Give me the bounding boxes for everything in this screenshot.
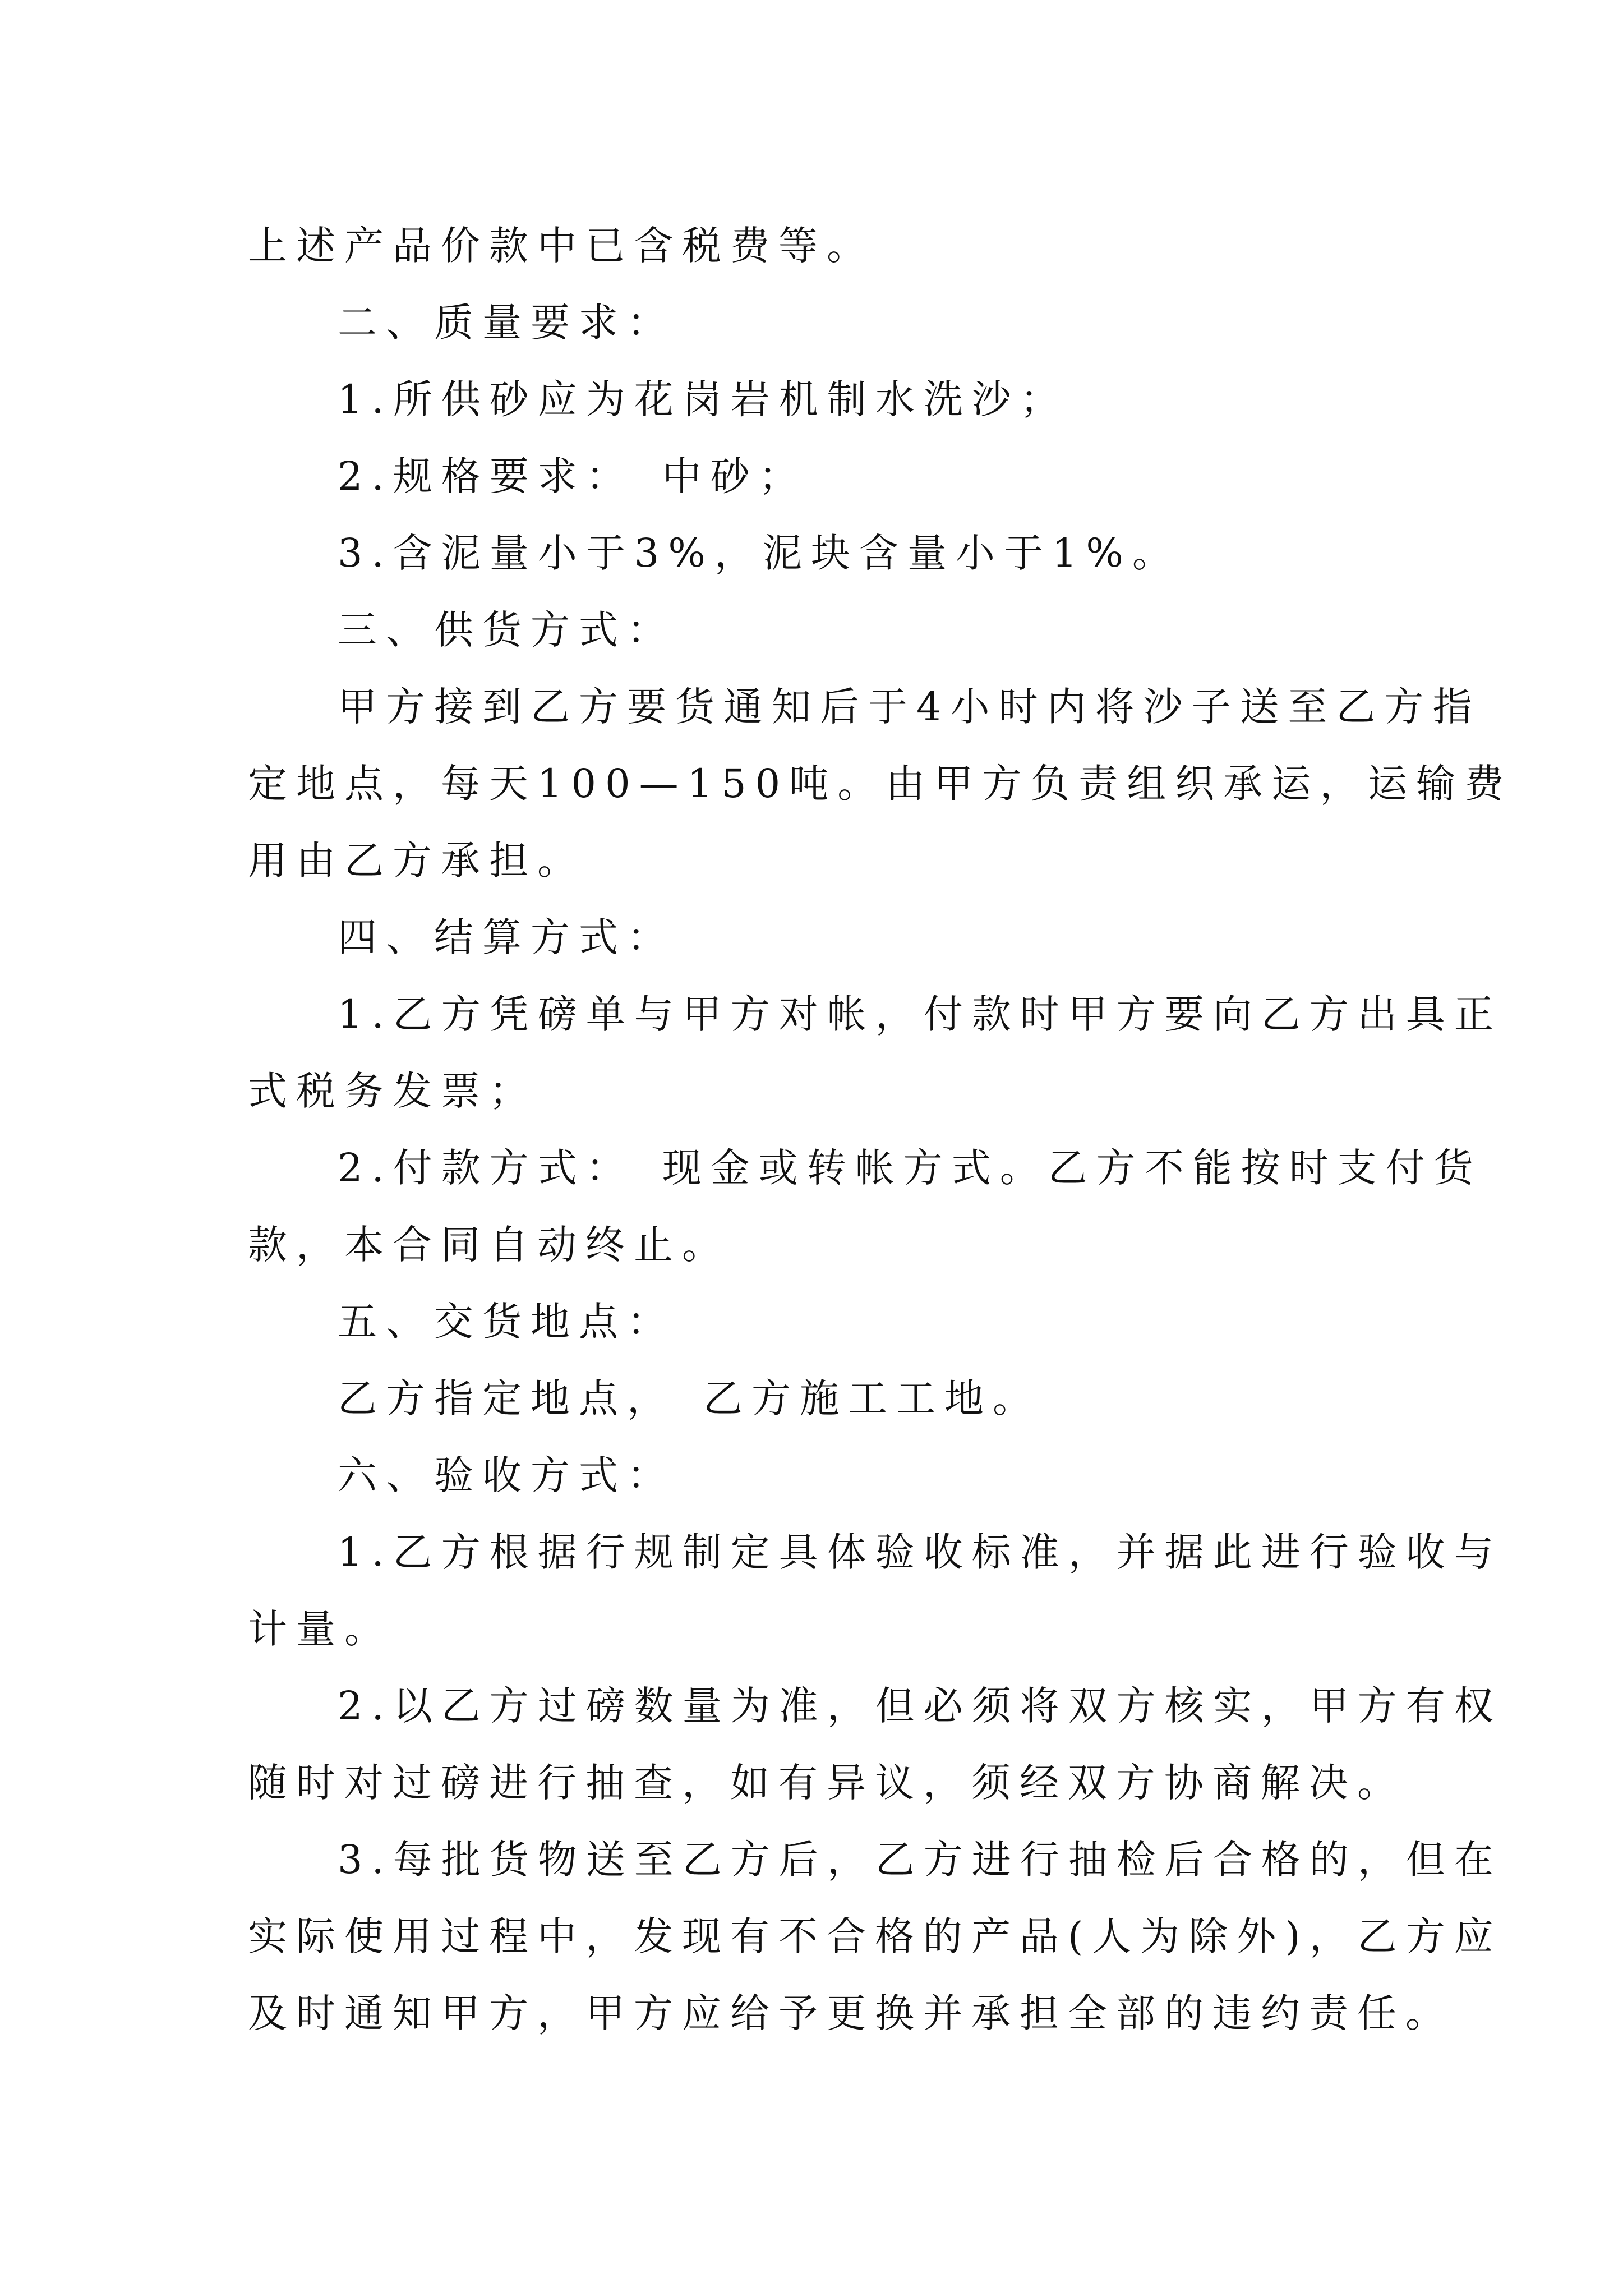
text-span: 2.付款方式： — [338, 1145, 634, 1191]
text-span: 实际使用过程中，发现有不合格的产品(人为除外)，乙方应 — [248, 1913, 1502, 1959]
text-span: 1.所供砂应为花岗岩机制水洗沙； — [338, 376, 1068, 422]
paragraph-line — [248, 208, 1386, 284]
list-item — [248, 361, 1386, 438]
text-span: 五、交货地点： — [338, 1299, 675, 1345]
text-span: 2.规格要求： — [338, 453, 634, 499]
text-span: 六、验收方式： — [338, 1452, 675, 1498]
paragraph-line — [248, 1207, 1386, 1283]
paragraph-line — [248, 822, 1386, 899]
text-span: 四、结算方式： — [338, 914, 675, 960]
text-span: 3.每批货物送至乙方后，乙方进行抽检后合格的，但在 — [338, 1837, 1502, 1883]
text-span: 现金或转帐方式。乙方不能按时支付货 — [662, 1145, 1482, 1191]
contract-body — [248, 208, 1513, 2052]
section-heading-acceptance — [248, 1437, 1386, 1514]
paragraph-line — [248, 746, 1513, 822]
text-span: 计量。 — [248, 1606, 393, 1652]
text-span: 1.乙方凭磅单与甲方对帐，付款时甲方要向乙方出具正 — [338, 991, 1502, 1037]
list-item — [248, 1821, 1502, 1898]
list-item — [248, 438, 1386, 515]
text-span: 定地点，每天100—150吨。由甲方负责组织承运，运输费 — [248, 761, 1513, 807]
paragraph-line — [248, 1591, 1386, 1668]
text-span: 及时通知甲方，甲方应给予更换并承担全部的违约责任。 — [248, 1990, 1454, 2036]
text-span: 乙方指定地点， — [338, 1375, 675, 1421]
text-span: 2.以乙方过磅数量为准，但必须将双方核实，甲方有权 — [338, 1683, 1502, 1729]
text-span: 式税务发票； — [248, 1068, 537, 1114]
paragraph-line — [248, 669, 1481, 746]
text-span: 中砂； — [662, 453, 807, 499]
list-item — [248, 1514, 1502, 1591]
text-span: 乙方施工工地。 — [703, 1375, 1041, 1421]
text-span: 3.含泥量小于3%，泥块含量小于1%。 — [338, 530, 1181, 576]
text-span: 二、质量要求： — [338, 300, 675, 346]
list-item — [248, 976, 1502, 1053]
text-span: 上述产品价款中已含税费等。 — [248, 223, 875, 269]
text-span: 款，本合同自动终止。 — [248, 1222, 730, 1268]
paragraph-line — [248, 1053, 1386, 1130]
paragraph-line — [248, 1745, 1405, 1821]
section-heading-supply — [248, 592, 1386, 669]
list-item — [248, 1668, 1502, 1745]
paragraph-line — [248, 1360, 1386, 1437]
section-heading-settlement — [248, 899, 1386, 976]
list-item — [248, 1130, 1482, 1207]
text-span: 甲方接到乙方要货通知后于4小时内将沙子送至乙方指 — [338, 684, 1481, 730]
paragraph-line — [248, 1975, 1454, 2052]
text-span: 用由乙方承担。 — [248, 838, 585, 884]
section-heading-quality — [248, 284, 1386, 361]
list-item — [248, 515, 1386, 592]
text-span: 随时对过磅进行抽查，如有异议，须经双方协商解决。 — [248, 1760, 1405, 1806]
section-heading-delivery — [248, 1283, 1386, 1360]
text-span: 三、供货方式： — [338, 607, 675, 653]
text-span: 1.乙方根据行规制定具体验收标准，并据此进行验收与 — [338, 1529, 1502, 1575]
paragraph-line — [248, 1898, 1502, 1975]
